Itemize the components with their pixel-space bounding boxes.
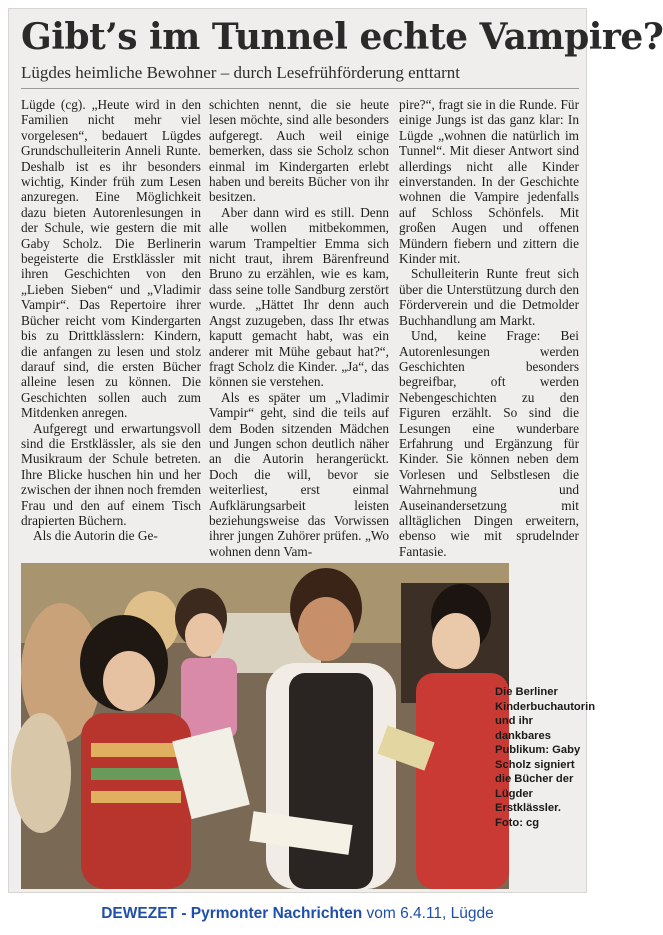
- article-headline: Gibt’s im Tunnel echte Vampire?: [21, 16, 663, 58]
- paragraph: Und, keine Frage: Bei Autorenlesungen werden Geschichten besonders begreifbar, oft werden Nebengeschichten zu den Figuren erzählt. So sind die Lesungen eine wunderbare Erfahrung und Ergänzung für Kinder. Sie können neben dem Vorlesen und Selbstlesen die Wahrnehmung und Auseinandersetzung mit alltäglichen Dingen erweitern, ebenso wie mit sprudelnder Fantasie.: [399, 328, 579, 559]
- photo-illustration: [21, 563, 509, 889]
- newspaper-clipping: [8, 8, 663, 893]
- article-column-3: [399, 97, 579, 559]
- article-column-1: [21, 97, 201, 544]
- source-line: [0, 905, 595, 923]
- paragraph: Lügde (cg). „Heute wird in den Familien nicht mehr viel vorgelesen“, bedauert Lügdes Grundschulleiterin Anneli Runte. Deshalb ist es ihr besonders wichtig, Kinder früh zum Lesen anzuregen. Eine Möglichkeit dazu bieten Autorenlesungen in der Schule, wie gestern die mit Gaby Scholz. Die Berlinerin begeisterte die Erstklässler mit ihren Geschichten von den „Lieben Sieben“ und „Vladimir Vampir“. Das Repertoire ihrer Bücher reicht vom Kindergarten bis zu Drittklässlern: Kindern, die anfangen zu lesen und stolz darauf sind, die ersten Bücher alleine lesen zu können. Die Geschichten sollen auch zum Mitdenken anregen.: [21, 97, 201, 421]
- paragraph: schichten nennt, die sie heute lesen möchte, sind alle besonders aufgeregt. Auch weil einige bemerken, dass sie Scholz schon einmal im Kindergarten erlebt haben und bereits Bücher von ihr besitzen.: [209, 97, 389, 205]
- article-subheadline: Lügdes heimliche Bewohner – durch Lesefrühförderung enttarnt: [21, 63, 461, 82]
- source-name: DEWEZET - Pyrmonter Nachrichten: [101, 905, 363, 922]
- paragraph: Als es später um „Vladimir Vampir“ geht, sind die teils auf dem Boden sitzenden Mädchen und Jungen schon deutlich näher an die Autorin herangerückt. Doch die will, bevor sie weiterliest, erst einmal Aufklärungsarbeit leisten beziehungsweise das Vorwissen ihrer jungen Zuhörer prüfen. „Wo wohnen denn Vam-: [209, 389, 389, 559]
- article-column-2: [209, 97, 389, 559]
- paragraph: Aber dann wird es still. Denn alle wollen mitbekommen, warum Trampeltier Emma sich nicht traut, ihrem Bärenfreund Bruno zu erzählen, wie es kam, dass seine tolle Sandburg zerstört wurde. „Hättet Ihr denn auch Angst zuzugeben, dass Ihr etwas kaputt gemacht habt, was ein anderer mit Mühe gebaut hat?“, fragt Scholz die Kinder. „Ja“, das können sie verstehen.: [209, 204, 389, 390]
- paragraph: Aufgeregt und erwartungsvoll sind die Erstklässler, als sie den Musikraum der Schule betreten. Ihre Blicke huschen hin und her zwischen der ihnen noch fremden Frau und den auf einem Tisch drapierten Büchern.: [21, 420, 201, 528]
- headline-divider: [21, 88, 579, 89]
- article-photo: [21, 563, 509, 889]
- paragraph: Schulleiterin Runte freut sich über die Unterstützung durch den Förderverein und die Detmolder Buchhandlung am Markt.: [399, 266, 579, 328]
- photo-caption: Die Berliner Kinderbuchautorin und ihr dankbares Publikum: Gaby Scholz signiert die Bücher der Lügder Erstklässler. Foto: cg: [495, 686, 596, 829]
- source-meta: vom 6.4.11, Lügde: [366, 905, 494, 922]
- paragraph: pire?“, fragt sie in die Runde. Für einige Jungs ist das ganz klar: In Lügde „wohnen die natürlich im Tunnel“. Mit dieser Antwort sind allerdings nicht alle Kinder einverstanden. In der Geschichte wohnen die Vampire jedenfalls auf Schloss Schönfels. Mit großen Augen und offenen Mündern fiebern und zittern die Kinder mit.: [399, 97, 579, 267]
- paragraph: Als die Autorin die Ge-: [33, 528, 158, 544]
